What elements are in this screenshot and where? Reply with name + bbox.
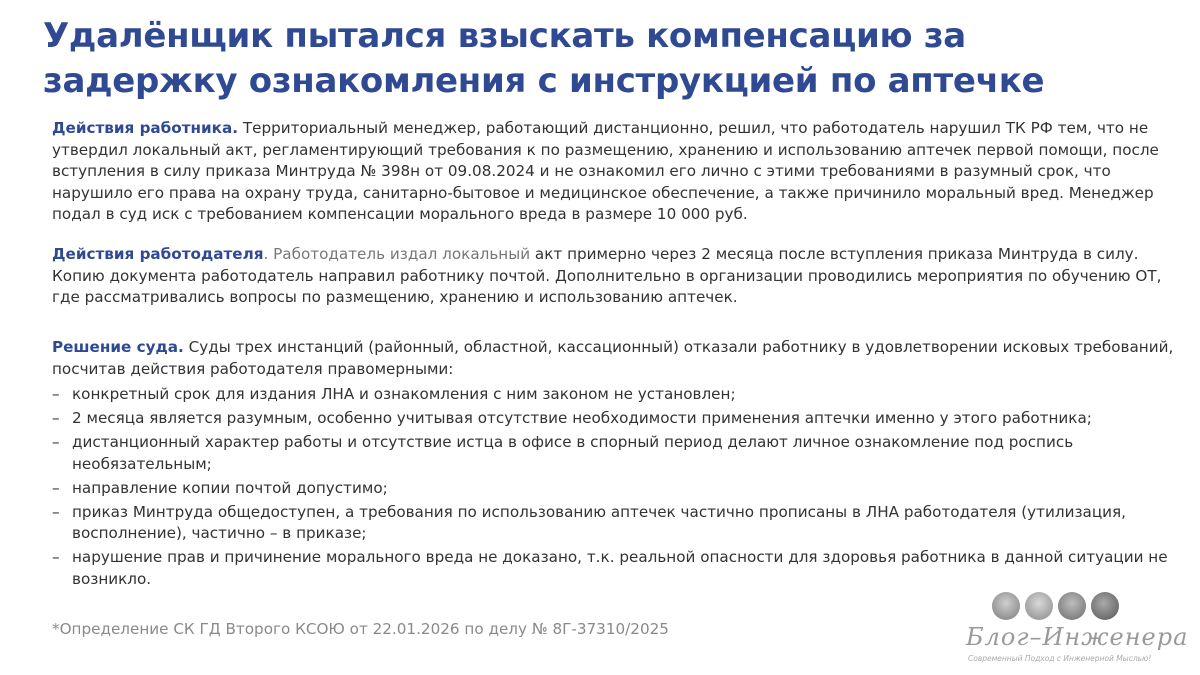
list-item: [52, 432, 1177, 475]
list-item-text: направление копии почтой допустимо;: [72, 478, 388, 497]
employer-actions-label: Действия работодателя: [52, 245, 264, 263]
list-item: [52, 384, 1177, 406]
list-item-text: конкретный срок для издания ЛНА и ознакомления с ним законом не установлен;: [72, 385, 736, 403]
list-dash: –: [52, 478, 60, 497]
avatar-icon: [1025, 592, 1053, 620]
list-item-text: нарушение прав и причинение морального вреда не доказано, т.к. реальной опасности для здоровья работника в данной ситуации не возникло.: [72, 548, 1168, 588]
employee-actions-label: Действия работника.: [52, 119, 238, 137]
list-item: [52, 502, 1177, 545]
employee-actions-paragraph: [52, 118, 1177, 226]
avatar-icon: [1058, 592, 1086, 620]
employer-actions-paragraph: [52, 244, 1177, 309]
list-dash: –: [52, 548, 60, 566]
employer-actions-text: акт примерно через 2 месяца после вступления приказа Минтруда в силу. Копию документа работодатель направил работнику почтой. Дополнительно в организации проводились мероприятия по обучению ОТ, где рассматривались вопросы по размещению, хранению и использованию аптечек.: [52, 245, 1162, 306]
list-dash: –: [52, 502, 60, 521]
court-decision-text: Суды трех инстанций (районный, областной, кассационный) отказали работнику в удовлетворении исковых требований, посчитав действия работодателя правомерными:: [52, 338, 1174, 378]
list-item: [52, 478, 1177, 500]
court-decision-paragraph: [52, 337, 1177, 380]
list-dash: –: [52, 409, 60, 427]
court-decision-section: [52, 337, 1177, 593]
list-item: [52, 547, 1177, 590]
avatar-icon: [992, 592, 1020, 620]
list-dash: –: [52, 385, 60, 403]
footnote: *Определение СК ГД Второго КСОЮ от 22.01.2026 по делу № 8Г-37310/2025: [52, 620, 669, 638]
employee-actions-text: Территориальный менеджер, работающий дистанционно, решил, что работодатель нарушил ТК РФ тем, что не утвердил локальный акт, регламентирующий требования к по размещению, хранению и использованию аптечек первой помощи, после вступления в силу приказа Минтруда № 398н от 09.08.2024 и не ознакомил его лично с этими требованиями в разумный срок, что нарушило его права на охрану труда, санитарно-бытовое и медицинское обеспечение, а также причинило моральный вред. Менеджер подал в суд иск с требованием компенсации морального вреда в размере 10 000 руб.: [52, 119, 1159, 223]
employer-actions-text-gray: . Работодатель издал локальный: [263, 245, 531, 263]
list-item-text: дистанционный характер работы и отсутствие истца в офисе в спорный период делают личное ознакомление под роспись необязательным;: [72, 433, 1074, 473]
list-item-text: приказ Минтруда общедоступен, а требования по использованию аптечек частично прописаны в ЛНА работодателя (утилизация, восполнение), частично – в приказе;: [72, 502, 1127, 542]
court-decision-label: Решение суда.: [52, 338, 184, 356]
decision-reasons-list: [52, 384, 1177, 590]
list-item: [52, 408, 1177, 430]
list-dash: –: [52, 433, 60, 451]
blog-logo: [962, 590, 1189, 670]
avatar-icon: [1091, 592, 1119, 620]
page-title: Удалёнщик пытался взыскать компенсацию за задержку ознакомления с инструкцией по аптечке: [43, 16, 1045, 101]
logo-avatars: [992, 592, 1124, 624]
logo-brand-text: Блог–Инженера: [966, 623, 1189, 651]
list-item-text: 2 месяца является разумным, особенно учитывая отсутствие необходимости применения аптечки именно у этого работника;: [72, 409, 1092, 427]
logo-slogan: Современный Подход с Инженерной Мыслью!: [968, 654, 1152, 663]
